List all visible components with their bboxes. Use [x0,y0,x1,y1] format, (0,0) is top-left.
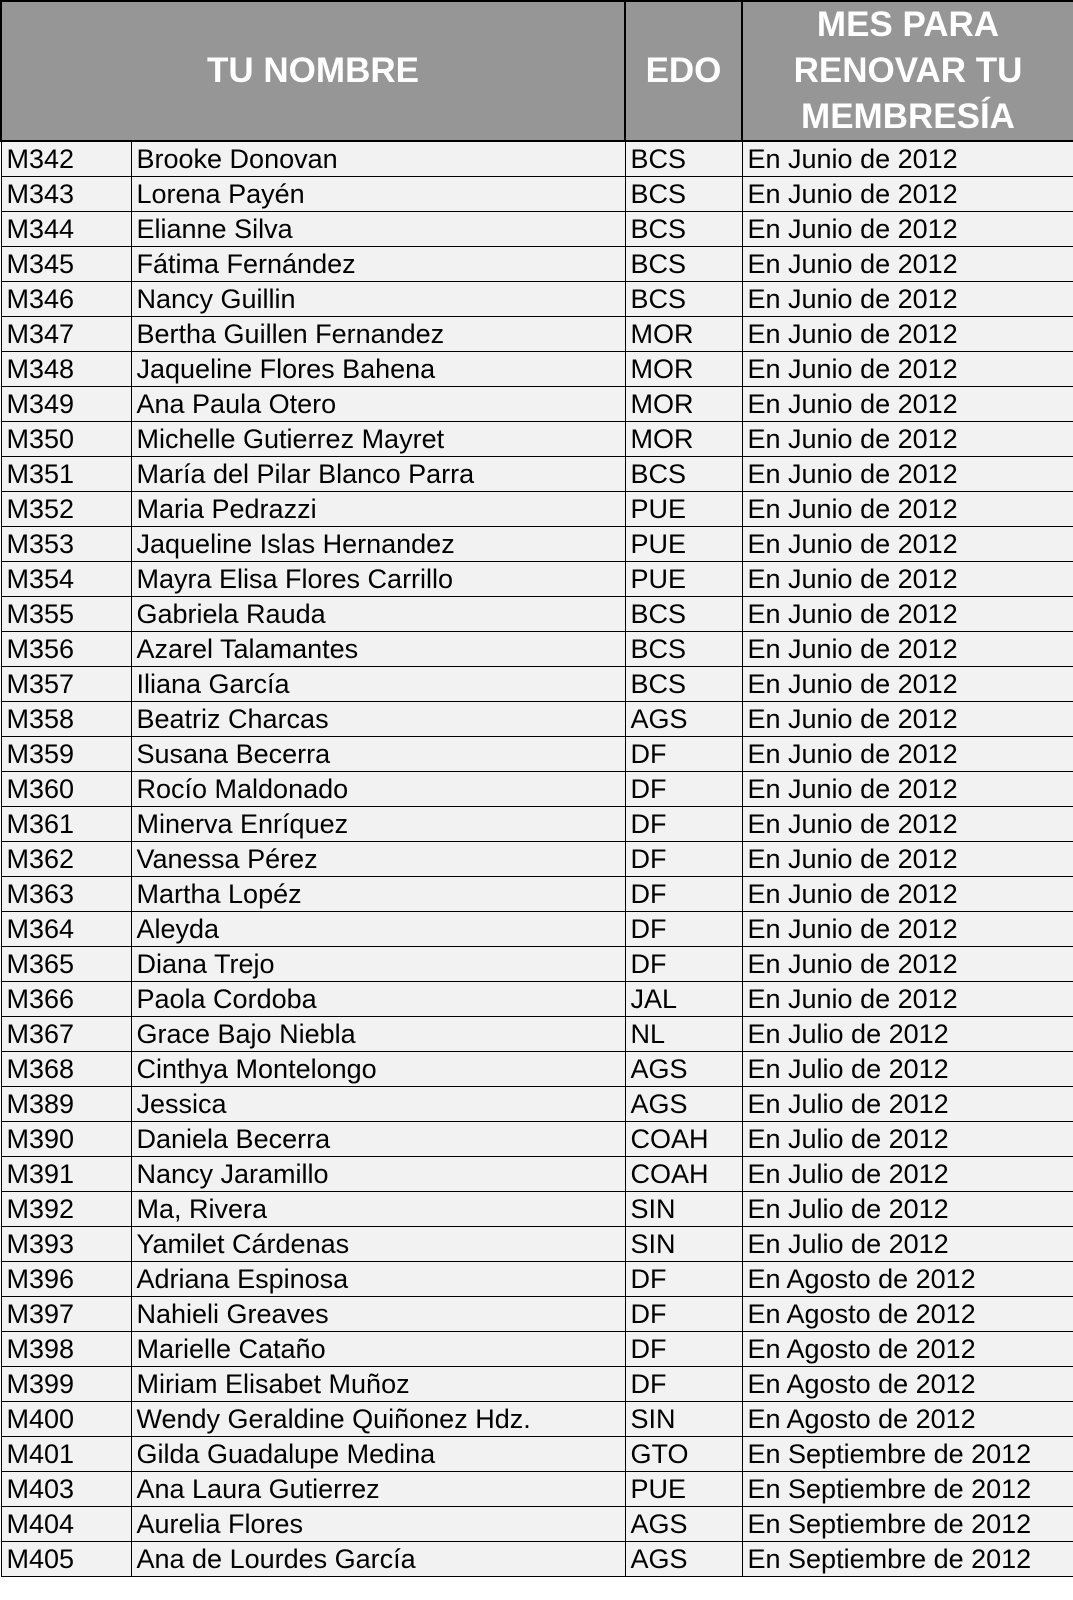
cell-id[interactable]: M400 [1,1402,131,1437]
cell-name[interactable]: Diana Trejo [131,947,625,982]
table-row [1,387,1073,422]
header-edo[interactable]: EDO [625,1,742,141]
cell-mes[interactable]: En Agosto de 2012 [742,1262,1073,1297]
table-row [1,842,1073,877]
cell-mes[interactable]: En Junio de 2012 [742,562,1073,597]
cell-id[interactable]: M357 [1,667,131,702]
cell-edo[interactable]: COAH [625,1157,742,1192]
table-row [1,667,1073,702]
cell-id[interactable]: M356 [1,632,131,667]
cell-name[interactable]: Ana de Lourdes García [131,1542,625,1577]
table-row [1,597,1073,632]
header-mes-line-2: RENOVAR TU [793,51,1023,90]
cell-id[interactable]: M396 [1,1262,131,1297]
cell-id[interactable]: M389 [1,1087,131,1122]
cell-name[interactable]: Adriana Espinosa [131,1262,625,1297]
table-row [1,562,1073,597]
table-row [1,1262,1073,1297]
cell-name[interactable]: Martha Lopéz [131,877,625,912]
cell-id[interactable]: M365 [1,947,131,982]
cell-mes[interactable]: En Junio de 2012 [742,457,1073,492]
cell-name[interactable]: Jaqueline Flores Bahena [131,352,625,387]
table-row [1,141,1073,177]
cell-mes[interactable]: En Junio de 2012 [742,842,1073,877]
table-row [1,1052,1073,1087]
cell-edo[interactable]: MOR [625,387,742,422]
cell-mes[interactable]: En Julio de 2012 [742,1017,1073,1052]
cell-name[interactable]: Maria Pedrazzi [131,492,625,527]
table-row [1,877,1073,912]
table-row [1,177,1073,212]
table-row [1,1192,1073,1227]
cell-edo[interactable]: BCS [625,212,742,247]
cell-name[interactable]: Mayra Elisa Flores Carrillo [131,562,625,597]
cell-mes[interactable]: En Junio de 2012 [742,982,1073,1017]
cell-edo[interactable]: DF [625,912,742,947]
cell-mes[interactable]: En Junio de 2012 [742,212,1073,247]
table-row [1,1157,1073,1192]
table-row [1,492,1073,527]
table-row [1,247,1073,282]
cell-id[interactable]: M362 [1,842,131,877]
header-mes-line-3: MEMBRESÍA [801,97,1015,136]
table-row [1,912,1073,947]
cell-id[interactable]: M359 [1,737,131,772]
cell-id[interactable]: M404 [1,1507,131,1542]
cell-name[interactable]: Bertha Guillen Fernandez [131,317,625,352]
cell-mes[interactable]: En Agosto de 2012 [742,1297,1073,1332]
table-row [1,1087,1073,1122]
cell-edo[interactable]: DF [625,877,742,912]
cell-mes[interactable]: En Junio de 2012 [742,247,1073,282]
cell-id[interactable]: M360 [1,772,131,807]
cell-edo[interactable]: BCS [625,632,742,667]
cell-name[interactable]: María del Pilar Blanco Parra [131,457,625,492]
cell-mes[interactable]: En Septiembre de 2012 [742,1472,1073,1507]
table-row [1,632,1073,667]
table-row [1,807,1073,842]
cell-name[interactable]: Gilda Guadalupe Medina [131,1437,625,1472]
cell-name[interactable]: Jaqueline Islas Hernandez [131,527,625,562]
cell-id[interactable]: M393 [1,1227,131,1262]
cell-id[interactable]: M355 [1,597,131,632]
cell-id[interactable]: M349 [1,387,131,422]
cell-mes[interactable]: En Junio de 2012 [742,947,1073,982]
cell-name[interactable]: Paola Cordoba [131,982,625,1017]
cell-name[interactable]: Jessica [131,1087,625,1122]
cell-id[interactable]: M366 [1,982,131,1017]
header-mes-line-1: MES PARA [816,5,1000,44]
cell-id[interactable]: M351 [1,457,131,492]
cell-mes[interactable]: En Junio de 2012 [742,352,1073,387]
cell-name[interactable]: Lorena Payén [131,177,625,212]
cell-mes[interactable]: En Junio de 2012 [742,737,1073,772]
cell-edo[interactable]: MOR [625,317,742,352]
cell-name[interactable]: Rocío Maldonado [131,772,625,807]
cell-id[interactable]: M399 [1,1367,131,1402]
cell-edo[interactable]: MOR [625,422,742,457]
table-header [1,1,1073,141]
cell-name[interactable]: Minerva Enríquez [131,807,625,842]
cell-edo[interactable]: DF [625,807,742,842]
cell-mes[interactable]: En Junio de 2012 [742,772,1073,807]
cell-edo[interactable]: AGS [625,1052,742,1087]
cell-name[interactable]: Azarel Talamantes [131,632,625,667]
table-row [1,1297,1073,1332]
cell-name[interactable]: Nahieli Greaves [131,1297,625,1332]
cell-name[interactable]: Brooke Donovan [131,141,625,177]
cell-edo[interactable]: DF [625,1367,742,1402]
cell-mes[interactable]: En Junio de 2012 [742,387,1073,422]
cell-mes[interactable]: En Junio de 2012 [742,141,1073,177]
cell-mes[interactable]: En Junio de 2012 [742,597,1073,632]
cell-edo[interactable]: BCS [625,247,742,282]
cell-mes[interactable]: En Julio de 2012 [742,1087,1073,1122]
cell-id[interactable]: M347 [1,317,131,352]
cell-name[interactable]: Aleyda [131,912,625,947]
cell-edo[interactable]: COAH [625,1122,742,1157]
cell-edo[interactable]: PUE [625,1472,742,1507]
cell-id[interactable]: M361 [1,807,131,842]
cell-id[interactable]: M398 [1,1332,131,1367]
cell-edo[interactable]: PUE [625,562,742,597]
cell-edo[interactable]: AGS [625,1087,742,1122]
cell-mes[interactable]: En Junio de 2012 [742,807,1073,842]
cell-id[interactable]: M344 [1,212,131,247]
table-row [1,1122,1073,1157]
cell-edo[interactable]: PUE [625,527,742,562]
cell-id[interactable]: M354 [1,562,131,597]
cell-name[interactable]: Ana Laura Gutierrez [131,1472,625,1507]
cell-edo[interactable]: DF [625,1297,742,1332]
cell-mes[interactable]: En Julio de 2012 [742,1192,1073,1227]
cell-id[interactable]: M348 [1,352,131,387]
cell-edo[interactable]: SIN [625,1402,742,1437]
cell-edo[interactable]: MOR [625,352,742,387]
table-row [1,457,1073,492]
cell-name[interactable]: Ma, Rivera [131,1192,625,1227]
cell-mes[interactable]: En Septiembre de 2012 [742,1437,1073,1472]
cell-name[interactable]: Grace Bajo Niebla [131,1017,625,1052]
table-row [1,1332,1073,1367]
cell-edo[interactable]: SIN [625,1227,742,1262]
cell-id[interactable]: M345 [1,247,131,282]
cell-edo[interactable]: BCS [625,141,742,177]
table-row [1,1367,1073,1402]
cell-mes[interactable]: En Junio de 2012 [742,667,1073,702]
cell-id[interactable]: M391 [1,1157,131,1192]
table-row [1,282,1073,317]
cell-edo[interactable]: DF [625,737,742,772]
table-row [1,212,1073,247]
cell-edo[interactable]: AGS [625,1542,742,1577]
cell-mes[interactable]: En Julio de 2012 [742,1157,1073,1192]
table-row [1,1227,1073,1262]
cell-mes[interactable]: En Agosto de 2012 [742,1367,1073,1402]
cell-name[interactable]: Wendy Geraldine Quiñonez Hdz. [131,1402,625,1437]
cell-id[interactable]: M403 [1,1472,131,1507]
cell-name[interactable]: Ana Paula Otero [131,387,625,422]
cell-edo[interactable]: BCS [625,282,742,317]
cell-mes[interactable]: En Julio de 2012 [742,1227,1073,1262]
cell-id[interactable]: M363 [1,877,131,912]
cell-id[interactable]: M342 [1,141,131,177]
cell-name[interactable]: Daniela Becerra [131,1122,625,1157]
cell-name[interactable]: Gabriela Rauda [131,597,625,632]
cell-edo[interactable]: DF [625,947,742,982]
cell-id[interactable]: M390 [1,1122,131,1157]
cell-name[interactable]: Iliana García [131,667,625,702]
cell-mes[interactable]: En Junio de 2012 [742,177,1073,212]
cell-mes[interactable]: En Junio de 2012 [742,912,1073,947]
cell-edo[interactable]: DF [625,842,742,877]
cell-name[interactable]: Beatriz Charcas [131,702,625,737]
table-row [1,772,1073,807]
cell-edo[interactable]: DF [625,772,742,807]
cell-id[interactable]: M392 [1,1192,131,1227]
table-row [1,1402,1073,1437]
cell-mes[interactable]: En Junio de 2012 [742,282,1073,317]
cell-edo[interactable]: BCS [625,457,742,492]
cell-mes[interactable]: En Septiembre de 2012 [742,1507,1073,1542]
table-row [1,737,1073,772]
table-row [1,947,1073,982]
cell-name[interactable]: Susana Becerra [131,737,625,772]
cell-id[interactable]: M367 [1,1017,131,1052]
cell-id[interactable]: M358 [1,702,131,737]
table-row [1,1542,1073,1577]
cell-mes[interactable]: En Septiembre de 2012 [742,1542,1073,1577]
cell-name[interactable]: Marielle Cataño [131,1332,625,1367]
cell-name[interactable]: Fátima Fernández [131,247,625,282]
cell-edo[interactable]: DF [625,1262,742,1297]
cell-name[interactable]: Aurelia Flores [131,1507,625,1542]
cell-id[interactable]: M346 [1,282,131,317]
cell-name[interactable]: Miriam Elisabet Muñoz [131,1367,625,1402]
cell-id[interactable]: M350 [1,422,131,457]
table-row [1,317,1073,352]
cell-edo[interactable]: JAL [625,982,742,1017]
header-row [1,1,1073,141]
table-row [1,1437,1073,1472]
cell-id[interactable]: M397 [1,1297,131,1332]
cell-mes[interactable]: En Junio de 2012 [742,527,1073,562]
cell-mes[interactable]: En Junio de 2012 [742,492,1073,527]
cell-name[interactable]: Elianne Silva [131,212,625,247]
table-row [1,982,1073,1017]
cell-name[interactable]: Michelle Gutierrez Mayret [131,422,625,457]
cell-edo[interactable]: AGS [625,1507,742,1542]
cell-id[interactable]: M364 [1,912,131,947]
cell-id[interactable]: M405 [1,1542,131,1577]
cell-name[interactable]: Yamilet Cárdenas [131,1227,625,1262]
cell-mes[interactable]: En Junio de 2012 [742,702,1073,737]
table-row [1,352,1073,387]
cell-mes[interactable]: En Julio de 2012 [742,1052,1073,1087]
cell-id[interactable]: M368 [1,1052,131,1087]
cell-edo[interactable]: BCS [625,177,742,212]
table-body [1,141,1073,1577]
table-row [1,1507,1073,1542]
cell-id[interactable]: M343 [1,177,131,212]
cell-id[interactable]: M352 [1,492,131,527]
cell-edo[interactable]: SIN [625,1192,742,1227]
cell-edo[interactable]: GTO [625,1437,742,1472]
cell-edo[interactable]: DF [625,1332,742,1367]
cell-mes[interactable]: En Junio de 2012 [742,422,1073,457]
cell-id[interactable]: M353 [1,527,131,562]
header-name[interactable]: TU NOMBRE [1,1,625,141]
cell-mes[interactable]: En Junio de 2012 [742,317,1073,352]
cell-edo[interactable]: BCS [625,667,742,702]
cell-id[interactable]: M401 [1,1437,131,1472]
cell-name[interactable]: Nancy Guillin [131,282,625,317]
cell-edo[interactable]: AGS [625,702,742,737]
cell-mes[interactable]: En Agosto de 2012 [742,1332,1073,1367]
cell-edo[interactable]: BCS [625,597,742,632]
cell-name[interactable]: Cinthya Montelongo [131,1052,625,1087]
table-row [1,422,1073,457]
cell-name[interactable]: Vanessa Pérez [131,842,625,877]
cell-edo[interactable]: NL [625,1017,742,1052]
cell-mes[interactable]: En Junio de 2012 [742,632,1073,667]
header-mes[interactable] [742,1,1073,141]
table-row [1,702,1073,737]
table-row [1,527,1073,562]
cell-edo[interactable]: PUE [625,492,742,527]
cell-name[interactable]: Nancy Jaramillo [131,1157,625,1192]
cell-mes[interactable]: En Junio de 2012 [742,877,1073,912]
table-row [1,1472,1073,1507]
cell-mes[interactable]: En Agosto de 2012 [742,1402,1073,1437]
table-row [1,1017,1073,1052]
cell-mes[interactable]: En Julio de 2012 [742,1122,1073,1157]
